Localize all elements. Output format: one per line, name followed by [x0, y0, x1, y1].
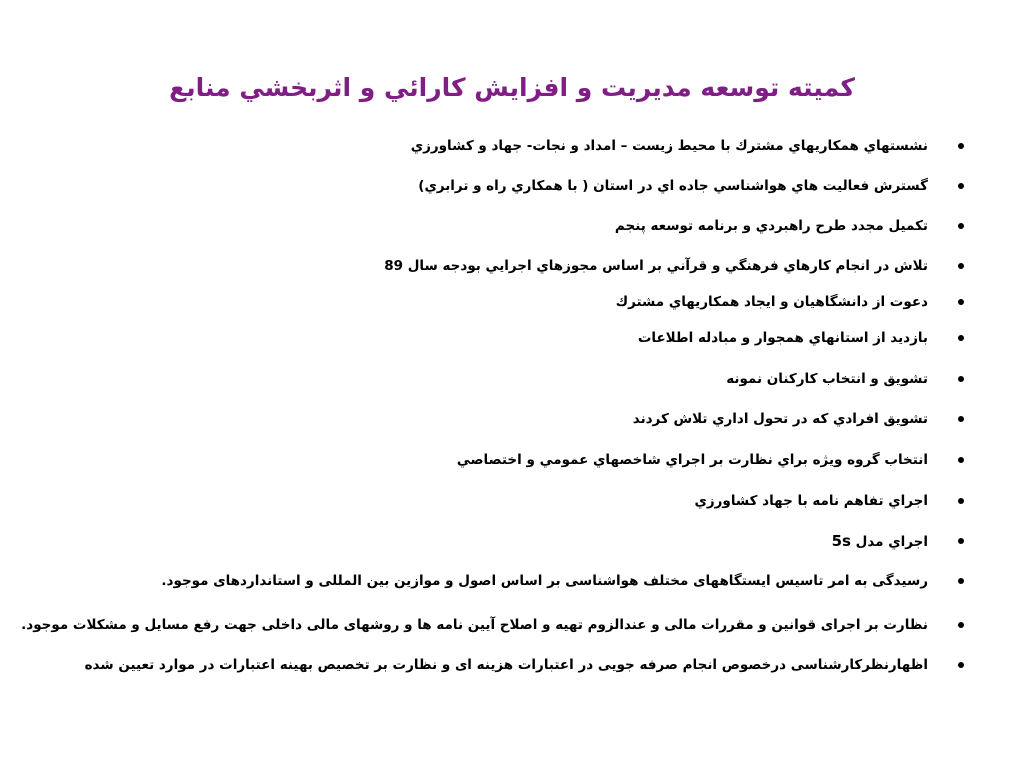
bullet-item — [832, 529, 964, 553]
bullet-item — [384, 254, 964, 278]
bullet-dot-icon — [958, 578, 964, 584]
bullet-dot-icon — [958, 183, 964, 189]
bullet-item — [457, 448, 964, 472]
bullet-item — [695, 489, 964, 513]
bullet-item — [616, 290, 964, 314]
bullet-text: تشويق افرادي كه در تحول اداري تلاش كردند — [632, 411, 928, 427]
bullet-text: نشستهاي همكاريهاي مشترك با محيط زيست – امداد و نجات- جهاد و كشاورزي — [410, 138, 928, 154]
bullet-dot-icon — [958, 498, 964, 504]
bullet-text: اجراي مدل — [855, 534, 928, 550]
bullet-dot-icon — [958, 538, 964, 544]
bullet-text: بازديد از استانهاي همجوار و مبادله اطلاعات — [637, 330, 928, 346]
bullet-text: انتخاب گروه ويژه براي نظارت بر اجراي شاخصهاي عمومي و اختصاصي — [456, 452, 928, 468]
bullet-text: تشويق و انتخاب كاركنان نمونه — [726, 371, 928, 387]
bullet-text: تلاش در انجام كارهاي فرهنگي و قرآني بر اساس مجوزهاي اجرايي بودجه سال 89 — [384, 258, 928, 274]
bullet-item — [633, 407, 964, 431]
bullet-text: نظارت بر اجرای قوانین و مقررات مالی و عندالزوم تهیه و اصلاح آیین نامه ها و روشهای مالی داخلی جهت رفع مسایل و مشکلات موجود. — [21, 617, 928, 633]
bullet-dot-icon — [958, 263, 964, 269]
bullet-dot-icon — [958, 223, 964, 229]
bullet-dot-icon — [958, 335, 964, 341]
bullet-latin-text: 5s — [831, 532, 851, 550]
bullet-text: اظهارنظرکارشناسی درخصوص انجام صرفه جویی در اعتبارات هزینه ای و نظارت بر تخصیص بهینه اعتبارات در موارد تعیین شده — [84, 657, 928, 673]
bullet-dot-icon — [958, 416, 964, 422]
bullet-item — [21, 613, 964, 637]
bullet-dot-icon — [958, 376, 964, 382]
bullet-text: اجراي تفاهم نامه با جهاد كشاورزي — [694, 493, 928, 509]
bullet-dot-icon — [958, 662, 964, 668]
bullet-dot-icon — [958, 143, 964, 149]
bullet-item — [638, 326, 964, 350]
bullet-item — [85, 653, 964, 677]
bullet-item — [615, 214, 964, 238]
bullet-text: رسیدگی به امر تاسیس ایستگاههای مختلف هواشناسی بر اساس اصول و موازین بین المللی و استانداردهای موجود. — [161, 573, 928, 589]
bullet-item — [411, 134, 964, 158]
bullet-dot-icon — [958, 299, 964, 305]
bullet-text: گسترش فعاليت هاي هواشناسي جاده اي در استان ( با همكاري راه و ترابري) — [418, 178, 928, 194]
bullet-dot-icon — [958, 622, 964, 628]
bullet-item — [418, 174, 964, 198]
bullet-text: دعوت از دانشگاهيان و ايجاد همكاريهاي مشترك — [615, 294, 928, 310]
slide-title: كميته توسعه مديريت و افزايش كارائي و اثربخشي منابع — [169, 73, 855, 102]
bullet-dot-icon — [958, 457, 964, 463]
bullet-item — [726, 367, 964, 391]
bullet-item — [161, 569, 964, 593]
bullet-text: تكميل مجدد طرح راهبردي و برنامه توسعه پنجم — [614, 218, 928, 234]
